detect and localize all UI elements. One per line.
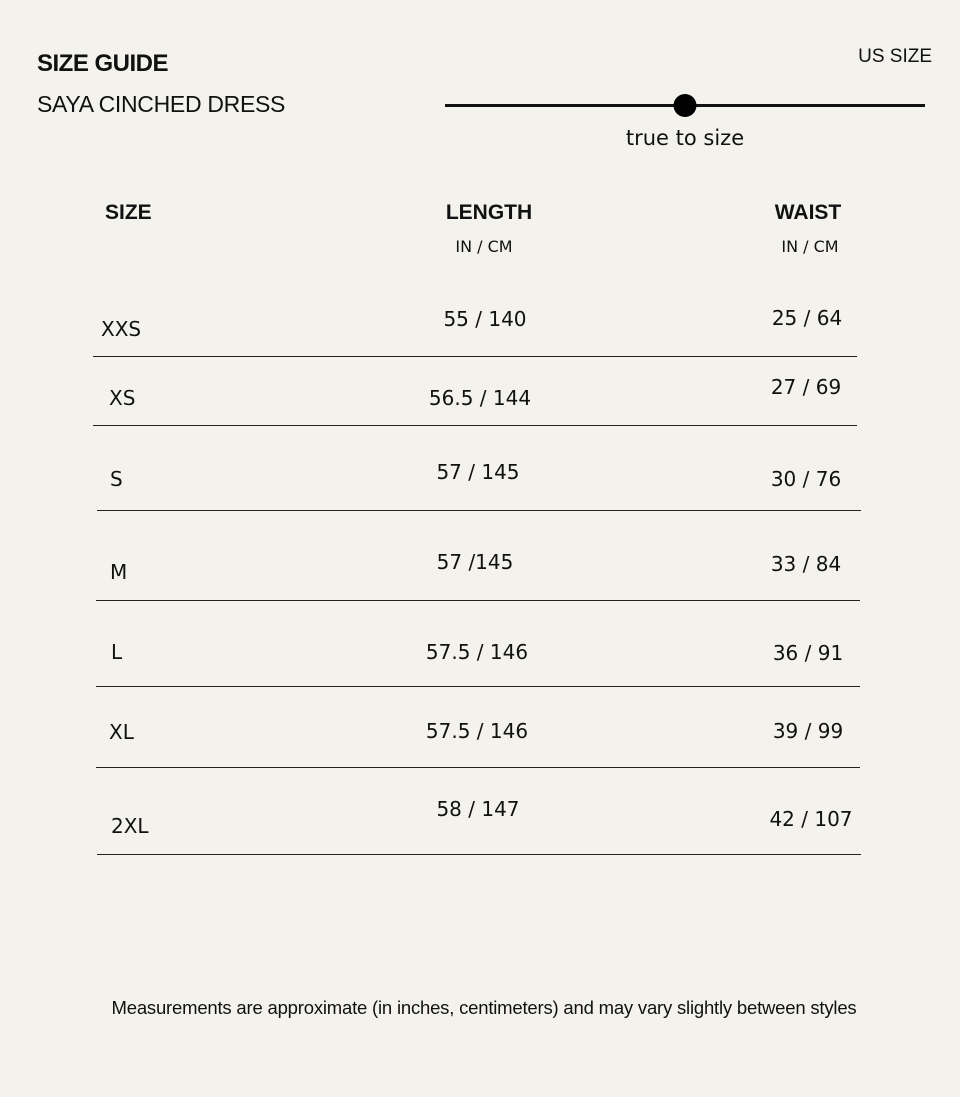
column-header-length: LENGTH: [445, 201, 533, 224]
waist-cell: 39 / 99: [772, 719, 844, 743]
waist-cell: 27 / 69: [770, 375, 842, 399]
row-divider: [96, 686, 860, 687]
fit-scale: [445, 94, 925, 116]
length-cell: 58 / 147: [436, 797, 520, 821]
size-cell: S: [110, 467, 123, 491]
size-cell: XXS: [101, 317, 142, 341]
page-title: SIZE GUIDE: [37, 50, 169, 77]
fit-scale-label: true to size: [625, 126, 745, 150]
row-divider: [97, 854, 861, 855]
size-region-label: US SIZE: [858, 46, 932, 67]
length-cell: 57.5 / 146: [425, 640, 529, 664]
product-name: SAYA CINCHED DRESS: [37, 91, 286, 117]
row-divider: [93, 425, 857, 426]
column-header-waist: WAIST: [774, 201, 842, 224]
size-cell: XL: [109, 720, 134, 744]
fit-scale-marker: [674, 94, 697, 117]
size-cell: XS: [109, 386, 136, 410]
column-unit-waist: IN / CM: [781, 237, 839, 256]
row-divider: [97, 510, 861, 511]
waist-cell: 30 / 76: [770, 467, 842, 491]
size-cell: 2XL: [111, 814, 149, 838]
column-unit-length: IN / CM: [455, 237, 513, 256]
row-divider: [96, 600, 860, 601]
waist-cell: 25 / 64: [771, 306, 843, 330]
length-cell: 57 / 145: [436, 460, 520, 484]
length-cell: 56.5 / 144: [428, 386, 532, 410]
row-divider: [96, 767, 860, 768]
size-cell: L: [111, 640, 123, 664]
waist-cell: 33 / 84: [770, 552, 842, 576]
size-cell: M: [110, 560, 128, 584]
measurement-footnote: Measurements are approximate (in inches, centimeters) and may vary slightly between styles: [111, 997, 857, 1018]
row-divider: [93, 356, 857, 357]
length-cell: 57 /145: [436, 550, 514, 574]
waist-cell: 36 / 91: [772, 641, 844, 665]
waist-cell: 42 / 107: [769, 807, 853, 831]
length-cell: 55 / 140: [443, 307, 527, 331]
column-header-size: SIZE: [105, 201, 152, 224]
length-cell: 57.5 / 146: [425, 719, 529, 743]
